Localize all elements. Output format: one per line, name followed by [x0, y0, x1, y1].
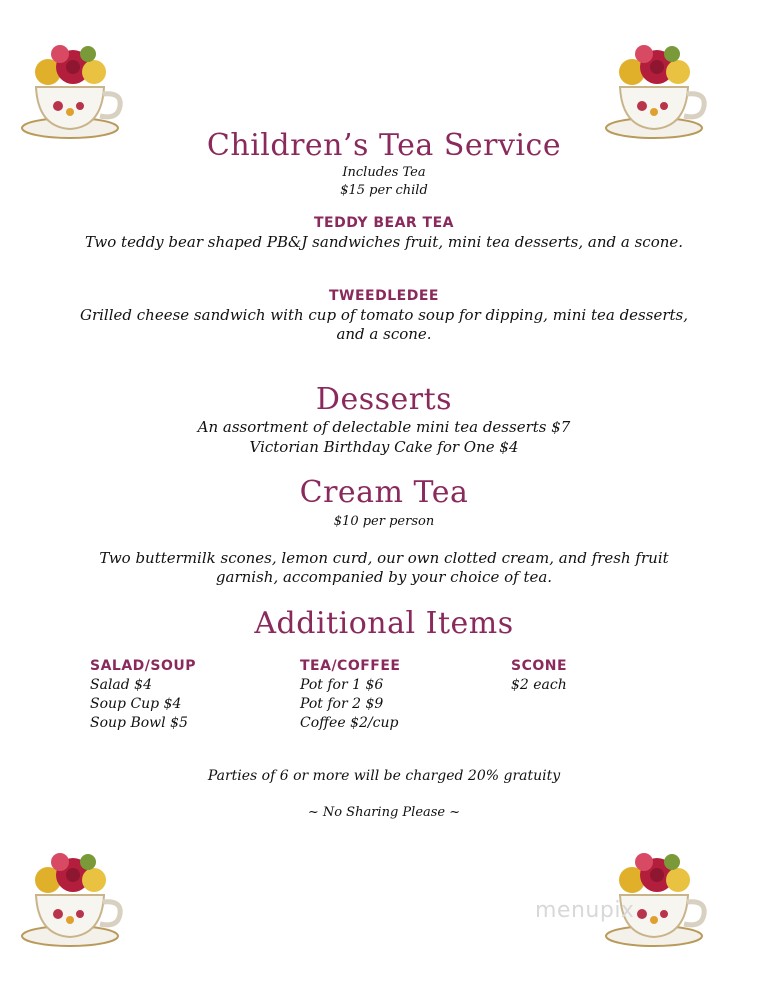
additional-items-title: Additional Items: [254, 606, 514, 641]
gratuity-note: Parties of 6 or more will be charged 20% gratuity: [207, 768, 561, 784]
children-tea-title: Children’s Tea Service: [206, 128, 562, 163]
menu-line: Pot for 1 $6: [300, 677, 384, 693]
no-sharing-note: ~ No Sharing Please ~: [307, 805, 461, 820]
cream-tea-description-line1: Two buttermilk scones, lemon curd, our own clotted cream, and fresh fruit: [99, 549, 669, 567]
tea-coffee-column: [300, 658, 401, 733]
scone-column: [511, 658, 567, 695]
tweedledee-description-line1: Grilled cheese sandwich with cup of tomato soup for dipping, mini tea desserts,: [79, 306, 688, 324]
menu-line: Soup Bowl $5: [90, 715, 188, 731]
cream-tea-description-line2: garnish, accompanied by your choice of tea.: [215, 568, 553, 586]
scone-heading: SCONE: [511, 658, 568, 674]
salad-soup-heading: SALAD/SOUP: [90, 658, 197, 674]
teddy-bear-tea-description: Two teddy bear shaped PB&J sandwiches fruit, mini tea desserts, and a scone.: [84, 233, 684, 251]
menu-line: Pot for 2 $9: [300, 696, 384, 712]
menu-line: Salad $4: [90, 677, 152, 693]
desserts-line-2: Victorian Birthday Cake for One $4: [249, 438, 519, 456]
cream-tea-price: $10 per person: [333, 514, 435, 529]
desserts-line-1: An assortment of delectable mini tea desserts $7: [197, 418, 571, 436]
cream-tea-title: Cream Tea: [299, 475, 469, 510]
menu-line: $2 each: [511, 677, 567, 693]
teacup-roses-icon: [18, 840, 128, 955]
children-includes: Includes Tea: [342, 165, 426, 180]
tweedledee-description-line2: and a scone.: [336, 325, 432, 343]
menu-line: Soup Cup $4: [90, 696, 182, 712]
tea-coffee-heading: TEA/COFFEE: [300, 658, 401, 674]
salad-soup-column: [90, 658, 196, 733]
menu-line: Coffee $2/cup: [300, 715, 399, 731]
teddy-bear-tea-heading: TEDDY BEAR TEA: [313, 215, 455, 231]
tweedledee-heading: TWEEDLEDEE: [329, 288, 439, 304]
watermark: menupix: [535, 898, 635, 923]
children-price: $15 per child: [340, 183, 428, 198]
desserts-title: Desserts: [315, 382, 453, 417]
